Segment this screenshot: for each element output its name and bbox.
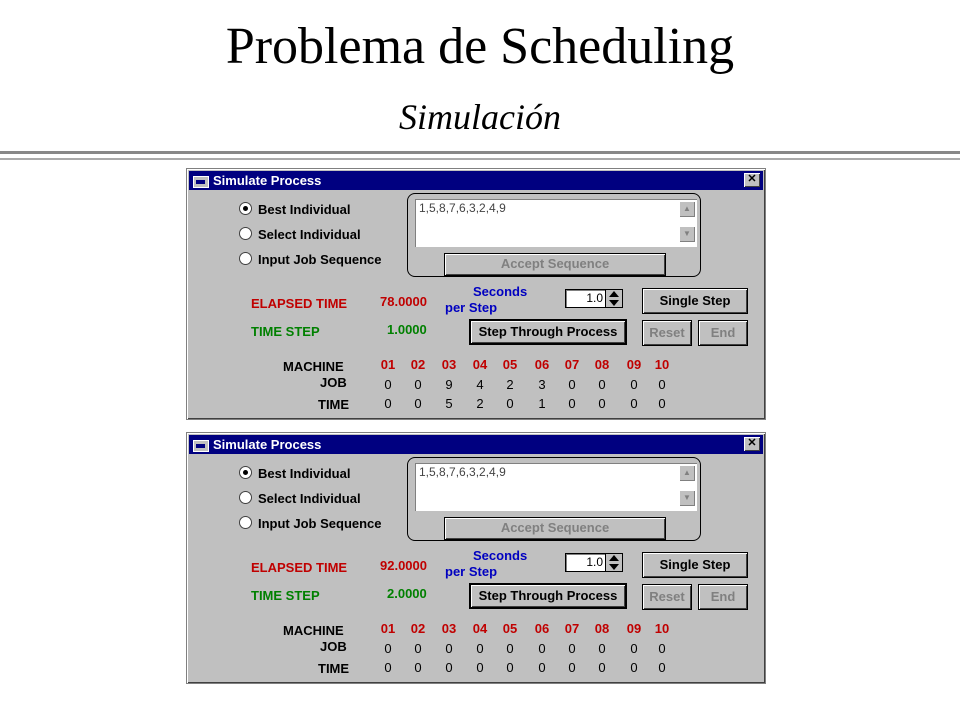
reset-button[interactable]: Reset xyxy=(642,584,692,610)
machine-number: 01 xyxy=(380,621,396,636)
seconds-per-step-spinner[interactable] xyxy=(565,289,623,308)
time-value: 2 xyxy=(476,396,484,411)
machine-number: 10 xyxy=(654,357,670,372)
radio-option[interactable] xyxy=(239,252,382,267)
step-through-process-button[interactable]: Step Through Process xyxy=(469,319,627,345)
job-value: 0 xyxy=(384,377,392,392)
sequence-text: 1,5,8,7,6,3,2,4,9 xyxy=(419,465,506,479)
spin-up-icon[interactable] xyxy=(609,555,619,561)
job-value: 0 xyxy=(658,377,666,392)
machine-number: 05 xyxy=(502,621,518,636)
time-value: 0 xyxy=(568,396,576,411)
single-step-button[interactable]: Single Step xyxy=(642,288,748,314)
time-step-label: TIME STEP xyxy=(251,588,320,603)
machine-number: 02 xyxy=(410,357,426,372)
accept-sequence-button[interactable]: Accept Sequence xyxy=(444,253,666,276)
machine-number: 03 xyxy=(441,621,457,636)
job-value: 2 xyxy=(506,377,514,392)
machine-label: MACHINE xyxy=(283,623,344,638)
time-label: TIME xyxy=(318,397,350,412)
time-value: 0 xyxy=(598,396,606,411)
time-value: 5 xyxy=(445,396,453,411)
machine-label: MACHINE xyxy=(283,359,344,374)
time-step-value: 1.0000 xyxy=(387,322,427,337)
time-value: 0 xyxy=(568,660,576,675)
radio-label: Best Individual xyxy=(258,466,351,481)
radio-button[interactable] xyxy=(239,466,252,479)
radio-button[interactable] xyxy=(239,227,252,240)
time-value: 0 xyxy=(506,396,514,411)
reset-button[interactable]: Reset xyxy=(642,320,692,346)
simulate-process-window xyxy=(186,432,766,684)
scroll-down-icon[interactable]: ▼ xyxy=(679,226,695,242)
machine-number: 09 xyxy=(626,621,642,636)
job-value: 0 xyxy=(598,641,606,656)
time-value: 0 xyxy=(538,660,546,675)
radio-button[interactable] xyxy=(239,252,252,265)
spinner-arrows[interactable] xyxy=(605,554,622,571)
radio-option[interactable] xyxy=(239,466,350,481)
machine-number: 05 xyxy=(502,357,518,372)
simulate-process-window xyxy=(186,168,766,420)
radio-button[interactable] xyxy=(239,491,252,504)
job-value: 0 xyxy=(658,641,666,656)
radio-label: Input Job Sequence xyxy=(258,516,382,531)
scroll-down-icon[interactable]: ▼ xyxy=(679,490,695,506)
app-icon xyxy=(193,176,209,188)
app-icon xyxy=(193,440,209,452)
machine-number: 09 xyxy=(626,357,642,372)
elapsed-time-value: 78.0000 xyxy=(380,294,427,309)
job-value: 0 xyxy=(414,377,422,392)
radio-option[interactable] xyxy=(239,516,382,531)
job-value: 0 xyxy=(506,641,514,656)
job-value: 0 xyxy=(414,641,422,656)
machine-number: 07 xyxy=(564,621,580,636)
machine-number: 10 xyxy=(654,621,670,636)
job-value: 0 xyxy=(445,641,453,656)
window-titlebar[interactable] xyxy=(189,171,763,190)
accept-sequence-button[interactable]: Accept Sequence xyxy=(444,517,666,540)
time-value: 0 xyxy=(414,396,422,411)
window-title: Simulate Process xyxy=(213,437,322,452)
radio-button[interactable] xyxy=(239,202,252,215)
radio-option[interactable] xyxy=(239,491,361,506)
job-value: 9 xyxy=(445,377,453,392)
radio-option[interactable] xyxy=(239,202,350,217)
slide-subtitle: Simulación xyxy=(399,97,561,137)
radio-label: Select Individual xyxy=(258,491,361,506)
job-label: JOB xyxy=(320,375,347,390)
machine-number: 03 xyxy=(441,357,457,372)
radio-label: Input Job Sequence xyxy=(258,252,382,267)
end-button[interactable]: End xyxy=(698,320,748,346)
per-step-label: per Step xyxy=(445,300,498,315)
machine-number: 08 xyxy=(594,357,610,372)
divider-line xyxy=(0,151,960,154)
divider-line xyxy=(0,158,960,160)
time-value: 0 xyxy=(658,660,666,675)
spin-down-icon[interactable] xyxy=(609,564,619,570)
scroll-up-icon[interactable]: ▲ xyxy=(679,201,695,217)
elapsed-time-label: ELAPSED TIME xyxy=(251,560,348,575)
spinner-arrows[interactable] xyxy=(605,290,622,307)
spin-down-icon[interactable] xyxy=(609,300,619,306)
job-value: 0 xyxy=(598,377,606,392)
seconds-label: Seconds xyxy=(473,284,528,299)
job-label: JOB xyxy=(320,639,347,654)
time-value: 0 xyxy=(384,396,392,411)
end-button[interactable]: End xyxy=(698,584,748,610)
time-step-value: 2.0000 xyxy=(387,586,427,601)
window-titlebar[interactable] xyxy=(189,435,763,454)
machine-number: 06 xyxy=(534,621,550,636)
job-value: 4 xyxy=(476,377,484,392)
machine-number: 08 xyxy=(594,621,610,636)
seconds-label: Seconds xyxy=(473,548,528,563)
seconds-value: 1.0 xyxy=(586,291,603,305)
time-value: 0 xyxy=(384,660,392,675)
time-value: 0 xyxy=(630,660,638,675)
job-value: 0 xyxy=(538,641,546,656)
time-value: 0 xyxy=(414,660,422,675)
close-icon[interactable]: ✕ xyxy=(744,173,760,187)
per-step-label: per Step xyxy=(445,564,498,579)
time-step-label: TIME STEP xyxy=(251,324,320,339)
time-value: 0 xyxy=(445,660,453,675)
time-value: 0 xyxy=(506,660,514,675)
seconds-value: 1.0 xyxy=(586,555,603,569)
single-step-button[interactable]: Single Step xyxy=(642,552,748,578)
time-value: 0 xyxy=(598,660,606,675)
sequence-list[interactable] xyxy=(415,199,697,247)
time-value: 0 xyxy=(630,396,638,411)
job-value: 0 xyxy=(476,641,484,656)
close-icon[interactable]: ✕ xyxy=(744,437,760,451)
scroll-up-icon[interactable]: ▲ xyxy=(679,465,695,481)
job-value: 3 xyxy=(538,377,546,392)
job-value: 0 xyxy=(568,377,576,392)
radio-label: Select Individual xyxy=(258,227,361,242)
window-title: Simulate Process xyxy=(213,173,322,188)
time-value: 0 xyxy=(658,396,666,411)
machine-number: 04 xyxy=(472,621,488,636)
machine-number: 01 xyxy=(380,357,396,372)
job-value: 0 xyxy=(630,641,638,656)
machine-number: 02 xyxy=(410,621,426,636)
spin-up-icon[interactable] xyxy=(609,291,619,297)
machine-number: 04 xyxy=(472,357,488,372)
job-value: 0 xyxy=(568,641,576,656)
radio-button[interactable] xyxy=(239,516,252,529)
time-value: 0 xyxy=(476,660,484,675)
sequence-list[interactable] xyxy=(415,463,697,511)
elapsed-time-label: ELAPSED TIME xyxy=(251,296,348,311)
time-value: 1 xyxy=(538,396,546,411)
job-value: 0 xyxy=(384,641,392,656)
elapsed-time-value: 92.0000 xyxy=(380,558,427,573)
job-value: 0 xyxy=(630,377,638,392)
radio-option[interactable] xyxy=(239,227,361,242)
time-label: TIME xyxy=(318,661,350,676)
machine-number: 06 xyxy=(534,357,550,372)
sequence-text: 1,5,8,7,6,3,2,4,9 xyxy=(419,201,506,215)
slide-title: Problema de Scheduling xyxy=(225,18,735,75)
machine-number: 07 xyxy=(564,357,580,372)
step-through-process-button[interactable]: Step Through Process xyxy=(469,583,627,609)
seconds-per-step-spinner[interactable] xyxy=(565,553,623,572)
radio-label: Best Individual xyxy=(258,202,351,217)
